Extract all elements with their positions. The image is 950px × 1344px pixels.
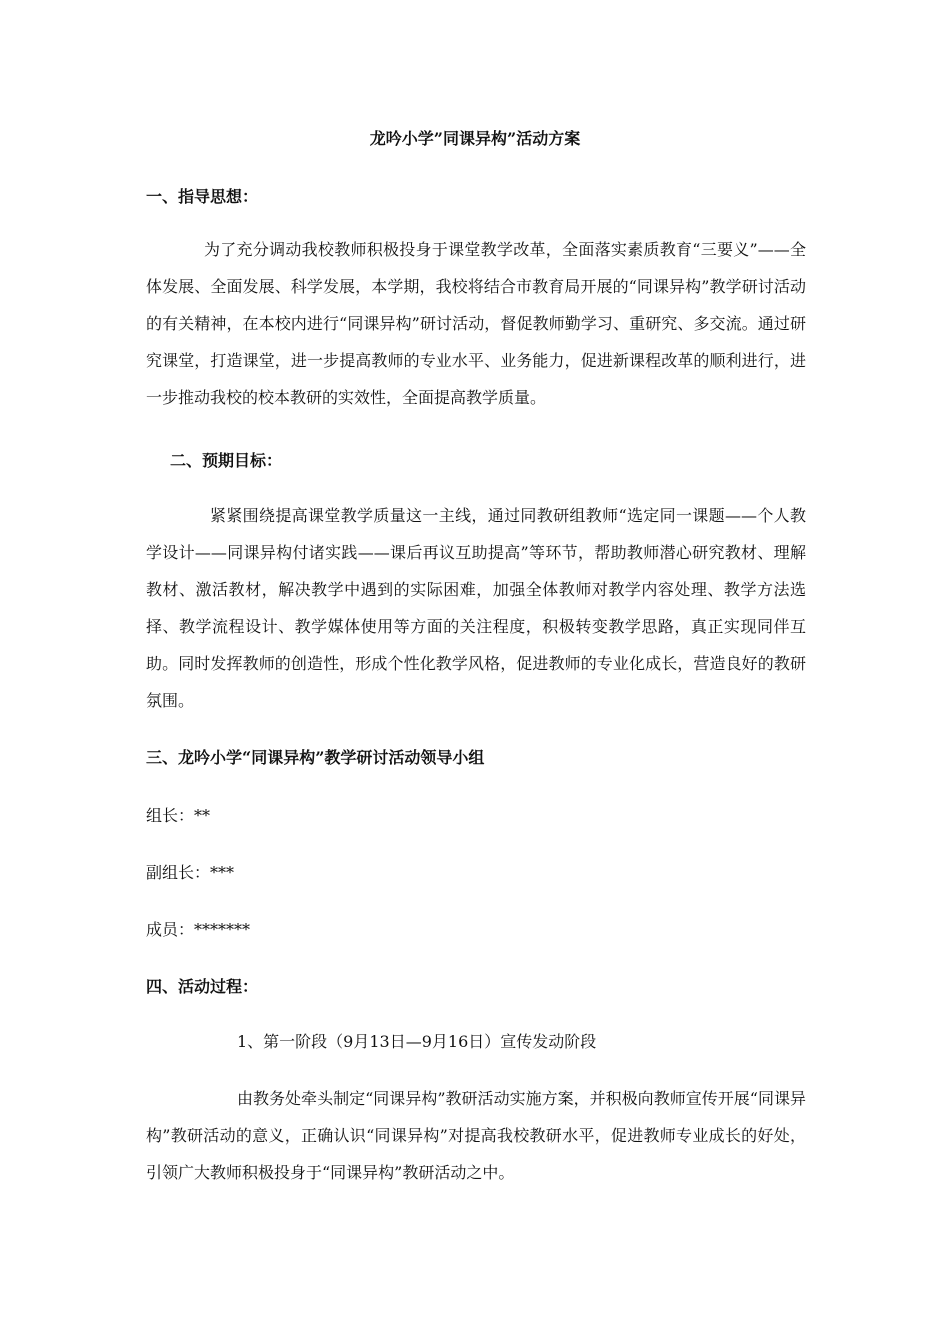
team-leader: 组长：** [146,806,211,825]
team-deputy: 副组长：*** [146,863,235,882]
stage-1-title: 1、第一阶段（9月13日—9月16日）宣传发动阶段 [237,1032,597,1051]
section-2-heading: 二、预期目标： [170,451,283,470]
stage-1-body: 由教务处牵头制定“同课异构”教研活动实施方案，并积极向教师宣传开展“同课异构”教研活动的意义，正确认识“同课异构”对提高我校教研水平，促进教师专业成长的好处，引领广大教师积极投身于“同课异构”教研活动之中。 [146,1089,806,1182]
section-4-heading: 四、活动过程： [146,977,259,996]
section-2-body: 紧紧围绕提高课堂教学质量这一主线，通过同教研组教师“选定同一课题——个人教学设计——同课异构付诸实践——课后再议互助提高”等环节，帮助教师潜心研究教材、理解教材、激活教材，解决教学中遇到的实际困难，加强全体教师对教学内容处理、教学方法选择、教学流程设计、教学媒体使用等方面的关注程度，积极转变教学思路，真正实现同伴互助。同时发挥教师的创造性，形成个性化教学风格，促进教师的专业化成长，营造良好的教研氛围。 [146,506,806,710]
document-title: 龙吟小学”同课异构”活动方案 [369,129,581,148]
section-3-heading: 三、龙吟小学“同课异构”教学研讨活动领导小组 [146,748,485,767]
section-1-heading: 一、指导思想： [146,187,259,206]
team-members: 成员：******* [146,920,251,939]
section-1-body: 为了充分调动我校教师积极投身于课堂教学改革，全面落实素质教育“三要义”——全体发展、全面发展、科学发展，本学期，我校将结合市教育局开展的“同课异构”教学研讨活动的有关精神，在本校内进行“同课异构”研讨活动，督促教师勤学习、重研究、多交流。通过研究课堂，打造课堂，进一步提高教师的专业水平、业务能力，促进新课程改革的顺利进行，进一步推动我校的校本教研的实效性，全面提高教学质量。 [146,240,806,407]
